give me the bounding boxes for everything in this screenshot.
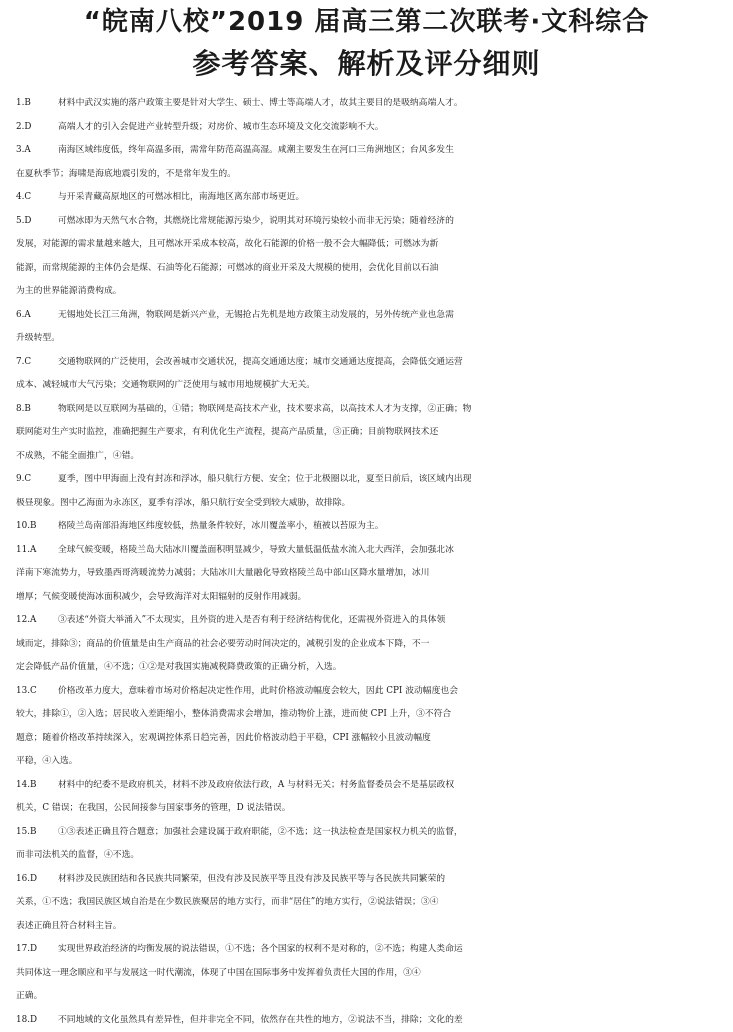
- answer-text: 交通物联网的广泛使用，会改善城市交通状况，提高交通通达度；城市交通通达度提高，会降低交通运营: [58, 356, 463, 367]
- answer-continuation-line: [0, 915, 733, 939]
- answer-first-line: [0, 304, 733, 328]
- answer-number: 11.A: [16, 544, 37, 555]
- answer-item: [0, 609, 733, 680]
- answer-text: 能源，而常规能源的主体仍会是煤、石油等化石能源；可燃冰的商业开采及大规模的使用，会优化目前以石油: [16, 262, 439, 273]
- answer-text: 格陵兰岛南部沿海地区纬度较低，热量条件较好，冰川覆盖率小，植被以苔原为主。: [58, 521, 384, 531]
- answer-item: [0, 468, 733, 515]
- answer-item: [0, 539, 733, 610]
- answer-number: 3.A: [16, 145, 31, 155]
- answer-number: 8.B: [16, 403, 31, 414]
- answer-item: [0, 774, 733, 821]
- answer-item: [0, 116, 733, 140]
- answer-text: 材料中的纪委不是政府机关，材料不涉及政府依法行政，A 与材料无关；村务监督委员会不是基层政权: [58, 779, 455, 790]
- answer-continuation-line: [0, 257, 733, 281]
- answer-item: [0, 868, 733, 939]
- answer-first-line: [0, 468, 733, 492]
- answer-text: 可燃冰即为天然气水合物，其燃烧比常规能源污染少，说明其对环境污染较小而非无污染；随着经济的: [58, 215, 454, 226]
- answer-number: 12.A: [16, 615, 37, 625]
- answer-text: 共同体这一理念顺应和平与发展这一时代潮流，体现了中国在国际事务中发挥着负责任大国的作用，③④: [16, 967, 421, 978]
- answer-number: 9.C: [16, 474, 32, 484]
- answer-continuation-line: [0, 562, 733, 586]
- answer-text: 高端人才的引入会促进产业转型升级；对房价、城市生态环境及文化交流影响不大。: [58, 121, 384, 132]
- answer-continuation-line: [0, 727, 733, 751]
- answer-continuation-line: [0, 656, 733, 680]
- answer-continuation-line: [0, 374, 733, 398]
- answer-first-line: [0, 515, 733, 539]
- answer-text: ③表述“外资大举涌入”不太现实，且外资的进入是否有利于经济结构优化，还需视外资进入的具体领: [58, 615, 446, 625]
- answer-text: 题意；随着价格改革持续深入，宏观调控体系日趋完善，因此价格波动趋于平稳，CPI 涨幅较小且波动幅度: [16, 732, 431, 743]
- answer-text: 关系，①不选；我国民族区域自治是在少数民族聚居的地方实行，而非“居住”的地方实行，②说法错误；③④: [16, 897, 439, 907]
- answer-text: 南海区域纬度低，终年高温多雨，需常年防范高温高湿。咸潮主要发生在河口三角洲地区；台风多发生: [58, 145, 454, 155]
- answer-first-line: [0, 821, 733, 845]
- answer-text: 不同地域的文化虽然具有差异性，但并非完全不同，依然存在共性的地方，②说法不当，排除；文化的差: [58, 1014, 463, 1025]
- exam-title: “皖南八校”2019 届高三第二次联考·文科综合: [83, 7, 650, 37]
- answer-number: 6.A: [16, 309, 31, 320]
- answer-text: 实现世界政治经济的均衡发展的说法错误，①不选；各个国家的权利不是对称的，②不选；构建人类命运: [58, 944, 463, 954]
- answer-item: [0, 210, 733, 304]
- answer-continuation-line: [0, 445, 733, 469]
- answer-item: [0, 351, 733, 398]
- answer-text: 材料涉及民族团结和各民族共同繁荣，但没有涉及民族平等且没有涉及民族平等与各民族共同繁荣的: [58, 873, 446, 884]
- answer-continuation-line: [0, 163, 733, 187]
- answer-text: 与开采青藏高原地区的可燃冰相比，南海地区离东部市场更近。: [58, 192, 305, 202]
- answer-item: [0, 515, 733, 539]
- answer-text: 表述正确且符合材料主旨。: [16, 920, 122, 931]
- answer-number: 10.B: [16, 521, 37, 531]
- answer-text: 价格改革力度大，意味着市场对价格起决定性作用，此时价格波动幅度会较大，因此 CPI 波动幅度也会: [58, 685, 458, 696]
- answer-text: 材料中武汉实施的落户政策主要是针对大学生、硕士、博士等高端人才，故其主要目的是吸纳高端人才。: [58, 98, 463, 108]
- answer-number: 13.C: [16, 685, 37, 696]
- answer-first-line: [0, 116, 733, 140]
- answer-item: [0, 938, 733, 1009]
- answer-number: 16.D: [16, 873, 38, 884]
- answer-number: 7.C: [16, 356, 32, 367]
- answer-text: 较大，排除①，②入选；居民收入差距缩小，整体消费需求会增加，推动物价上涨，进而使 CPI 上升，③不符合: [16, 709, 452, 719]
- answer-continuation-line: [0, 233, 733, 257]
- answer-continuation-line: [0, 891, 733, 915]
- answer-item: [0, 304, 733, 351]
- answer-text: 联网能对生产实时监控，准确把握生产要求，有利优化生产流程，提高产品质量，③正确；目前物联网技术还: [16, 427, 439, 437]
- answer-item: [0, 186, 733, 210]
- answer-text: ①③表述正确且符合题意；加强社会建设属于政府职能，②不选；这一执法检查是国家权力机关的监督，: [58, 826, 463, 837]
- answer-continuation-line: [0, 327, 733, 351]
- answer-number: 15.B: [16, 826, 37, 837]
- answer-continuation-line: [0, 421, 733, 445]
- answer-text: 机关，C 错误；在我国，公民间接参与国家事务的管理，D 说法错误。: [16, 803, 291, 813]
- answer-first-line: [0, 92, 733, 116]
- answer-number: 17.D: [16, 944, 38, 954]
- answer-first-line: [0, 1009, 733, 1032]
- answer-list: [0, 92, 733, 1032]
- answer-continuation-line: [0, 703, 733, 727]
- answer-text: 定会降低产品价值量，④不选；①②是对我国实施减税降费政策的正确分析，入选。: [16, 662, 342, 672]
- answer-text: 全球气候变暖，格陵兰岛大陆冰川覆盖面积明显减少，导致大量低温低盐水流入北大西洋，会加强北冰: [58, 544, 454, 555]
- answer-continuation-line: [0, 844, 733, 868]
- answer-first-line: [0, 774, 733, 798]
- answer-continuation-line: [0, 985, 733, 1009]
- answer-text: 域而定，排除③；商品的价值量是由生产商品的社会必要劳动时间决定的，减税引发的企业成本下降，不一: [16, 638, 430, 649]
- answer-text: 升级转型。: [16, 333, 60, 343]
- answer-first-line: [0, 539, 733, 563]
- answer-text: 不成熟，不能全面推广，④错。: [16, 450, 140, 461]
- answer-continuation-line: [0, 797, 733, 821]
- answer-item: [0, 821, 733, 868]
- answer-text: 夏季，图中甲海面上没有封冻和浮冰，船只航行方便、安全；位于北极圈以北，夏至日前后，该区域内出现: [58, 474, 472, 484]
- answer-number: 14.B: [16, 779, 37, 790]
- answer-number: 4.C: [16, 192, 32, 202]
- answer-text: 正确。: [16, 991, 43, 1001]
- answer-continuation-line: [0, 633, 733, 657]
- answer-text: 物联网是以互联网为基础的，①错；物联网是高技术产业，技术要求高，以高技术人才为支撑，②正确；物: [58, 403, 472, 414]
- answer-text: 而非司法机关的监督，④不选。: [16, 850, 140, 860]
- answer-text: 增厚；气候变暖使海冰面积减少，会导致海洋对太阳辐射的反射作用减弱。: [16, 591, 307, 602]
- answer-first-line: [0, 139, 733, 163]
- answer-continuation-line: [0, 750, 733, 774]
- answer-text: 发展，对能源的需求量越来越大，且可燃冰开采成本较高，故化石能源的价格一般不会大幅降低；可燃冰为新: [16, 239, 439, 249]
- answer-number: 2.D: [16, 121, 32, 132]
- answer-first-line: [0, 680, 733, 704]
- answer-text: 极昼现象。图中乙海面为永冻区，夏季有浮冰，船只航行安全受到较大威胁，故排除。: [16, 497, 351, 508]
- exam-subtitle: 参考答案、解析及评分细则: [192, 47, 541, 80]
- answer-continuation-line: [0, 962, 733, 986]
- answer-item: [0, 680, 733, 774]
- answer-item: [0, 139, 733, 186]
- answer-text: 无锡地处长江三角洲，物联网是新兴产业，无锡抢占先机是地方政策主动发展的，另外传统产业也急需: [58, 309, 454, 320]
- answer-text: 为主的世界能源消费构成。: [16, 286, 122, 296]
- answer-number: 18.D: [16, 1014, 38, 1025]
- answer-first-line: [0, 351, 733, 375]
- answer-text: 成本、减轻城市大气污染；交通物联网的广泛使用与城市用地规模扩大无关。: [16, 380, 316, 390]
- answer-first-line: [0, 210, 733, 234]
- answer-text: 在夏秋季节；海啸是海底地震引发的，不是常年发生的。: [16, 168, 236, 179]
- answer-text: 洋南下寒流势力，导致墨西哥湾暖流势力减弱；大陆冰川大量融化导致格陵兰岛中部山区降水量增加，冰川: [16, 568, 430, 578]
- answer-number: 5.D: [16, 215, 32, 226]
- answer-first-line: [0, 868, 733, 892]
- answer-number: 1.B: [16, 98, 31, 108]
- answer-item: [0, 398, 733, 469]
- answer-continuation-line: [0, 492, 733, 516]
- answer-first-line: [0, 938, 733, 962]
- answer-first-line: [0, 186, 733, 210]
- answer-item: [0, 1009, 733, 1032]
- answer-first-line: [0, 609, 733, 633]
- answer-continuation-line: [0, 280, 733, 304]
- answer-text: 平稳，④入选。: [16, 756, 78, 766]
- answer-first-line: [0, 398, 733, 422]
- answer-item: [0, 92, 733, 116]
- answer-continuation-line: [0, 586, 733, 610]
